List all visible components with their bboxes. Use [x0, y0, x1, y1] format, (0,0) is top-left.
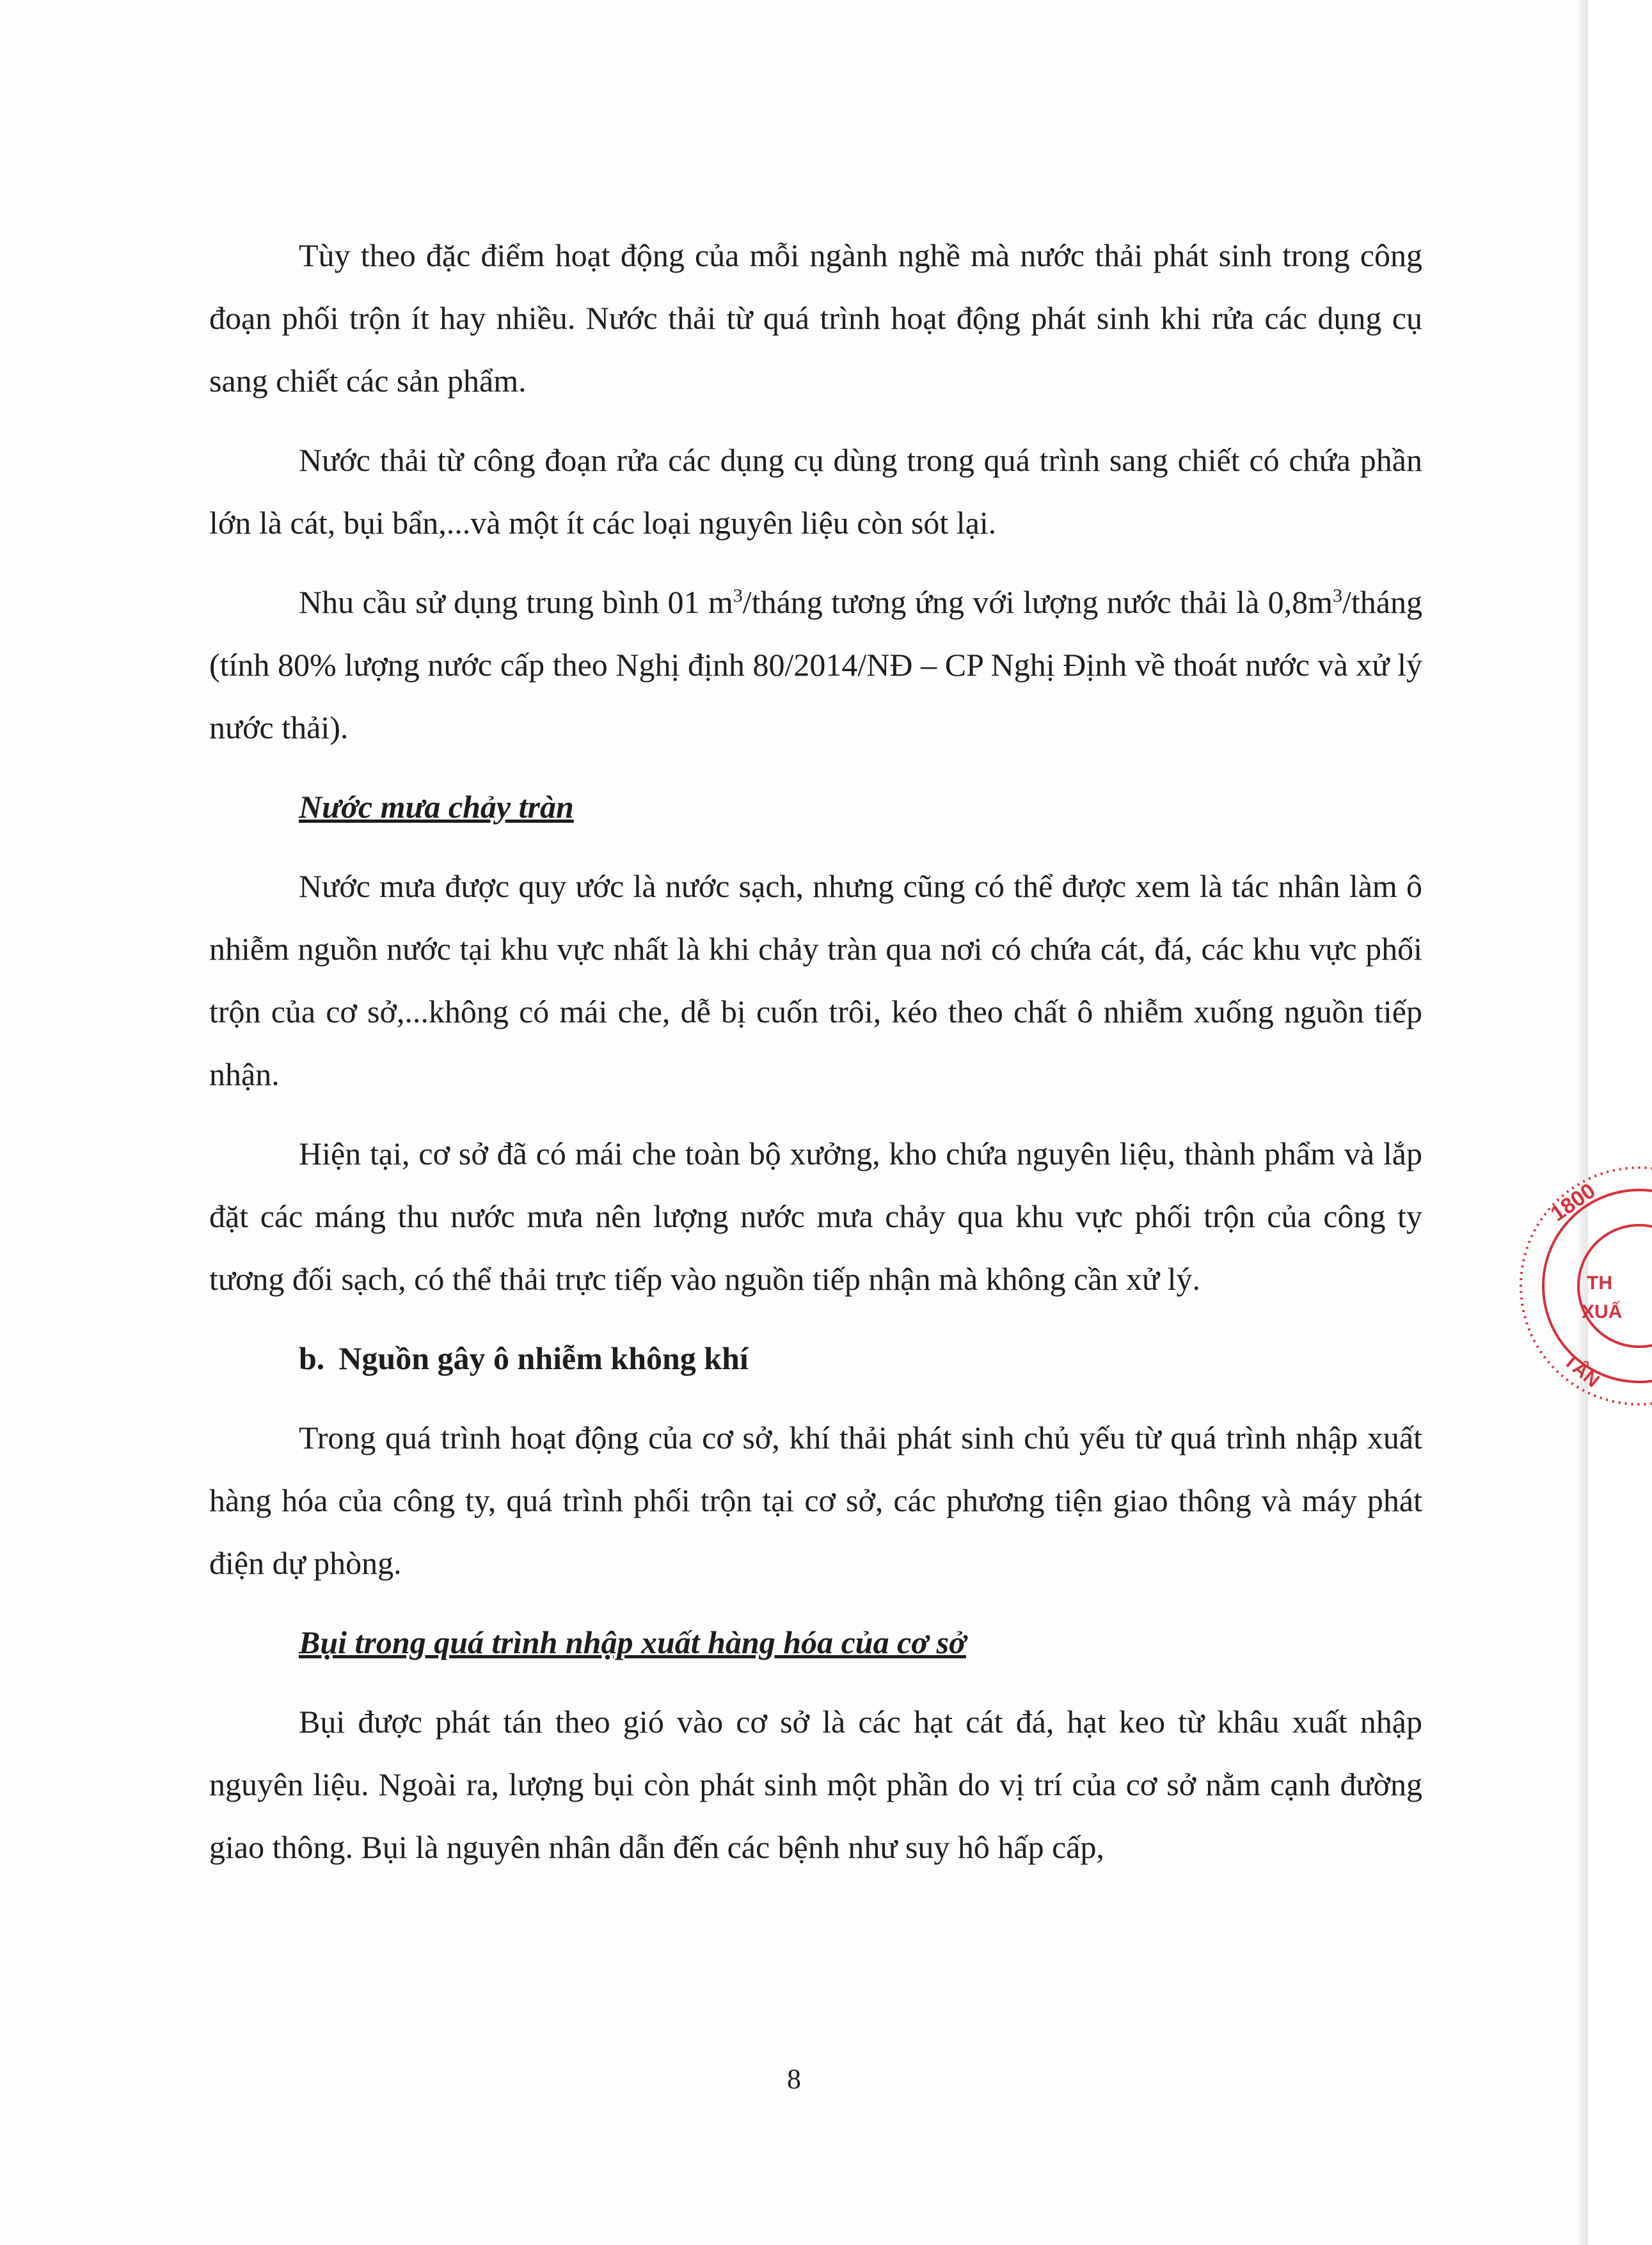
- superscript-cubic-1: 3: [733, 585, 743, 607]
- paragraph-air-emission-sources: Trong quá trình hoạt động của cơ sở, khí thải phát sinh chủ yếu từ quá trình nhập xuất hàng hóa của công ty, quá trình phối trộn tại cơ sở, các phương tiện giao thông và máy phát điện dự phòng.: [209, 1420, 1422, 1581]
- company-seal-stamp: [1518, 1152, 1652, 1420]
- heading-air-pollution: [209, 1327, 1422, 1390]
- heading-air-number: b.: [299, 1340, 325, 1376]
- water-demand-text-a: Nhu cầu sử dụng trung bình 01 m: [299, 584, 733, 620]
- superscript-cubic-2: 3: [1333, 585, 1343, 607]
- water-demand-text-b: /tháng tương ứng với lượng nước thải là 0,8m: [742, 584, 1333, 620]
- heading-air-title: Nguồn gây ô nhiễm không khí: [338, 1340, 749, 1376]
- paragraph-rainwater-current: Hiện tại, cơ sở đã có mái che toàn bộ xưởng, kho chứa nguyên liệu, thành phẩm và lắp đặt các máng thu nước mưa nên lượng nước mưa chảy qua khu vực phối trộn của công ty tương đối sạch, có thể thải trực tiếp vào nguồn tiếp nhận mà không cần xử lý.: [209, 1136, 1422, 1297]
- stamp-text-mid1: TH: [1587, 1273, 1612, 1294]
- paragraph-wastewater-composition: Nước thải từ công đoạn rửa các dụng cụ dùng trong quá trình sang chiết có chứa phần lớn là cát, bụi bẩn,...và một ít các loại nguyên liệu còn sót lại.: [209, 442, 1422, 541]
- page-edge-shadow: [1579, 0, 1588, 2245]
- stamp-text-top: 1800: [1546, 1178, 1600, 1226]
- paragraph-rainwater-pollution: Nước mưa được quy ước là nước sạch, nhưng cũng có thể được xem là tác nhân làm ô nhiễm nguồn nước tại khu vực nhất là khi chảy tràn qua nơi có chứa cát, đá, các khu vực phối trộn của cơ sở,...không có mái che, dễ bị cuốn trôi, kéo theo chất ô nhiễm xuống nguồn tiếp nhận.: [209, 868, 1422, 1092]
- paragraph-dust-description: Bụi được phát tán theo gió vào cơ sở là các hạt cát đá, hạt keo từ khâu xuất nhập nguyên liệu. Ngoài ra, lượng bụi còn phát sinh một phần do vị trí của cơ sở nằm cạnh đường giao thông. Bụi là nguyên nhân dẫn đến các bệnh như suy hô hấp cấp,: [209, 1704, 1422, 1865]
- heading-dust-import-export: Bụi trong quá trình nhập xuất hàng hóa của cơ sở: [299, 1624, 966, 1660]
- stamp-text-mid2: XUẤ: [1582, 1301, 1623, 1322]
- document-body: [209, 224, 1422, 1878]
- paragraph-water-demand: [209, 571, 1422, 759]
- heading-rainwater-runoff: Nước mưa chảy tràn: [299, 789, 574, 825]
- page-number: 8: [787, 2063, 801, 2095]
- stamp-text-bottom: TÂN: [1559, 1350, 1603, 1392]
- paragraph-wastewater-intro: Tùy theo đặc điểm hoạt động của mỗi ngành nghề mà nước thải phát sinh trong công đoạn phối trộn ít hay nhiều. Nước thải từ quá trình hoạt động phát sinh khi rửa các dụng cụ sang chiết các sản phẩm.: [209, 237, 1422, 399]
- water-demand-text-c: /tháng (tính 80% lượng nước cấp theo Nghị định 80/2014/NĐ – CP Nghị Định về thoát nước và xử lý nước thải).: [209, 584, 1422, 745]
